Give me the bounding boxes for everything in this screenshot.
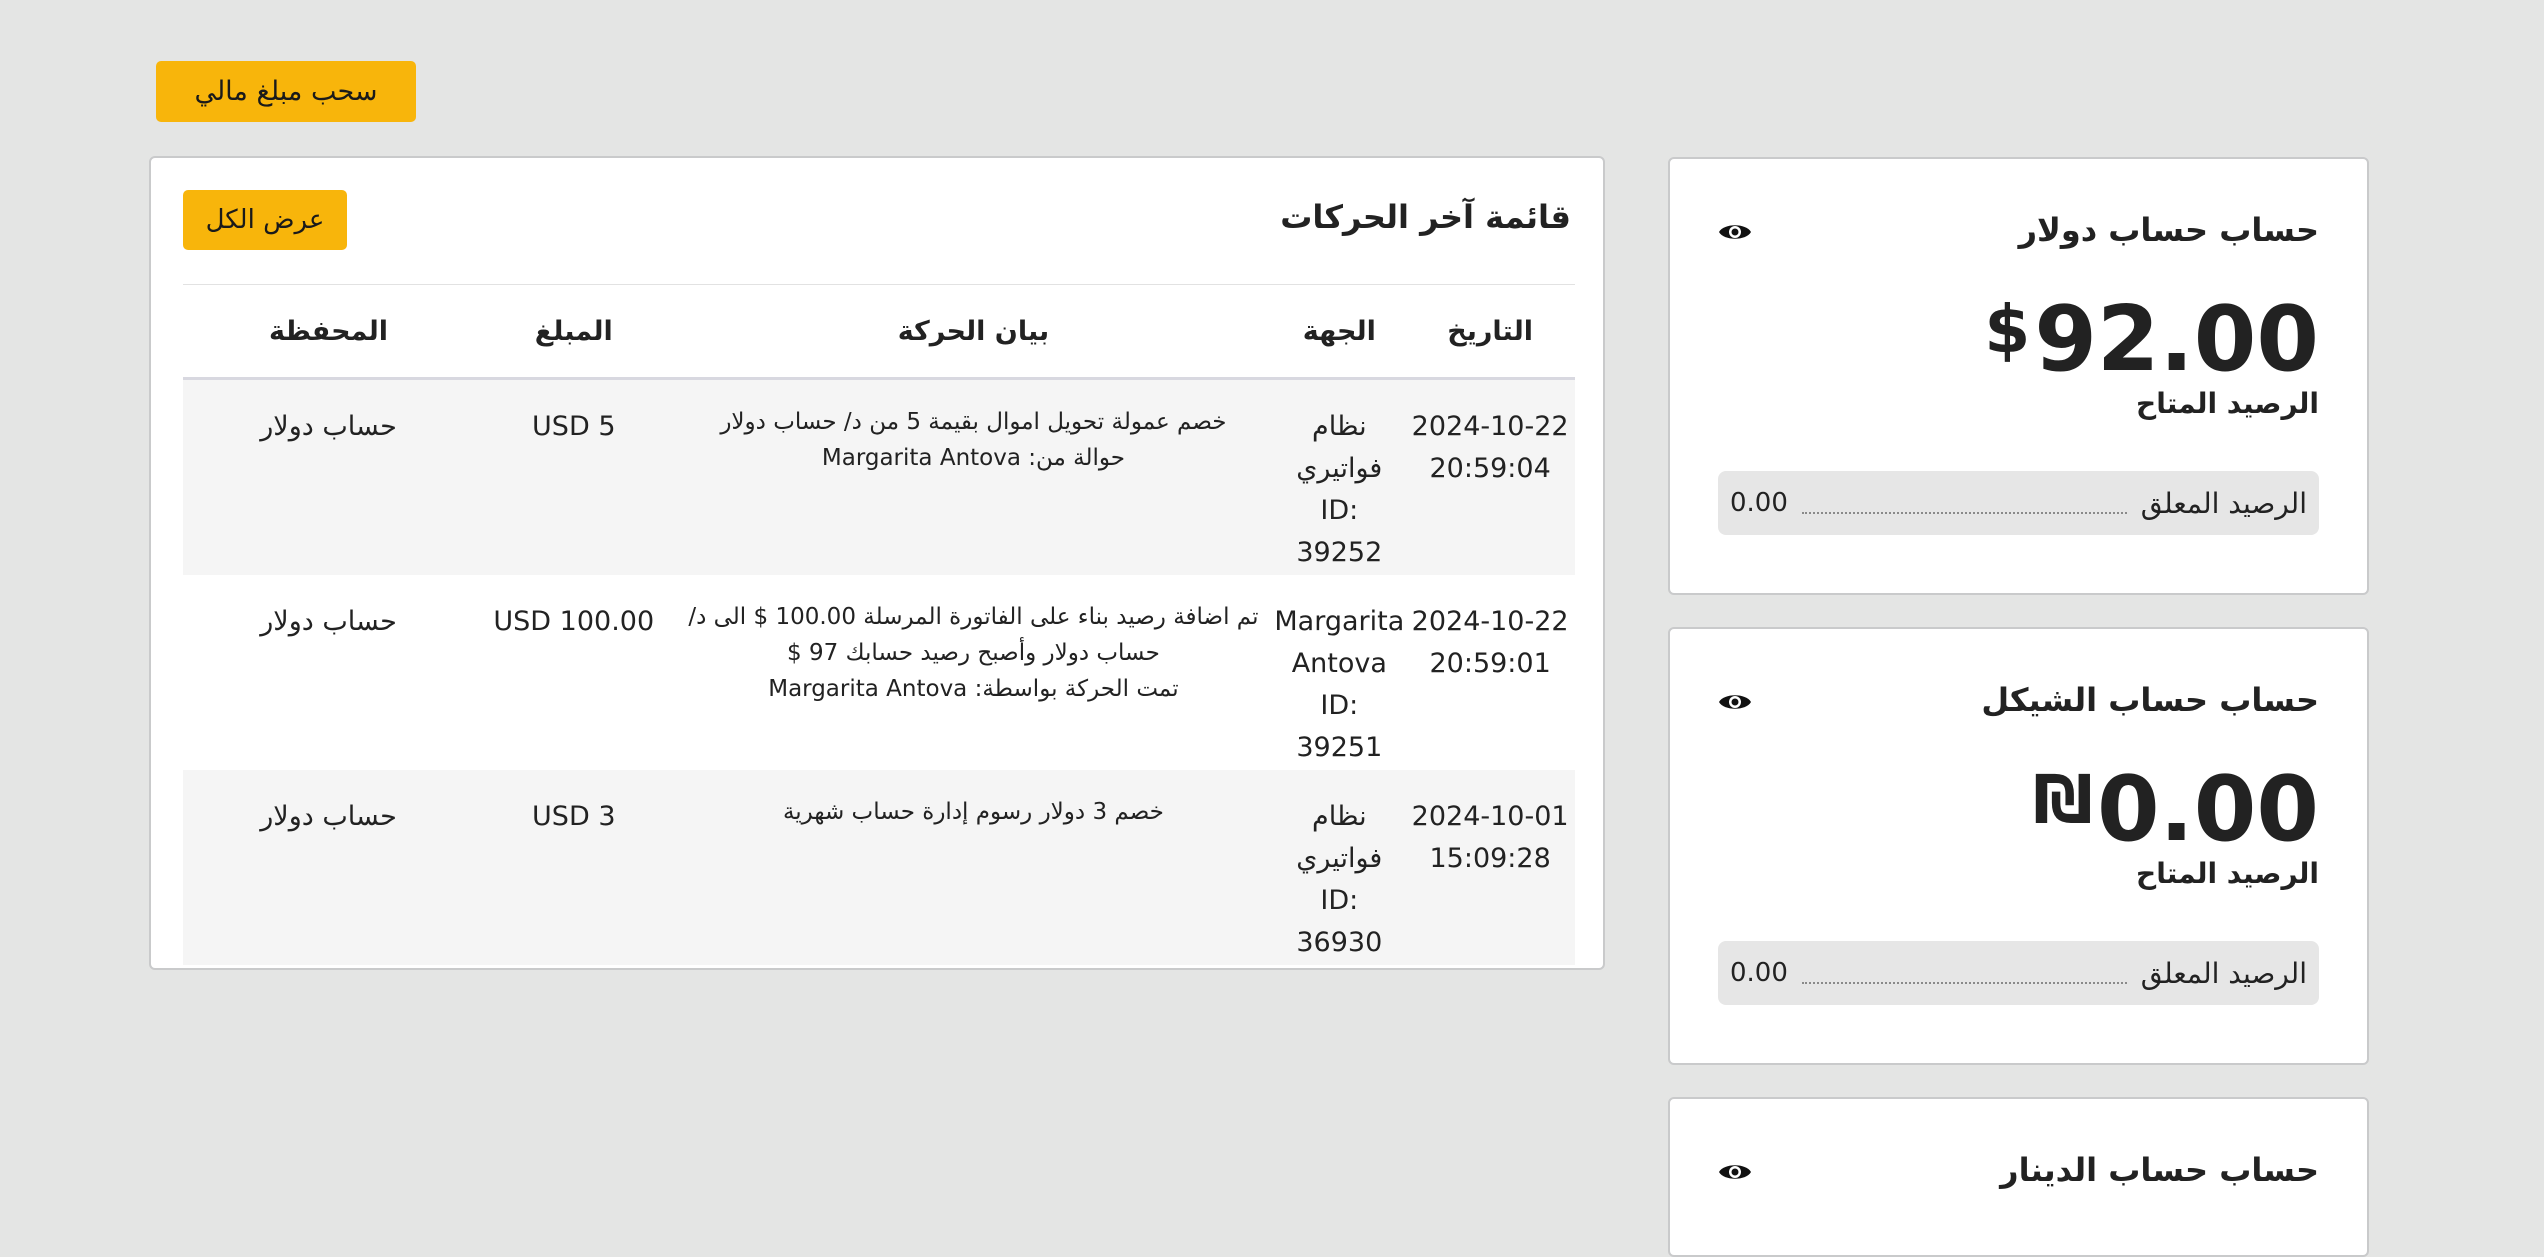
description-line2: حوالة من: Margarita Antova — [821, 445, 1125, 471]
column-header-party: الجهة — [1302, 315, 1376, 347]
eye-icon[interactable] — [1718, 221, 1752, 243]
view-all-button[interactable]: عرض الكل — [183, 190, 347, 250]
cell-amount: USD 5 — [532, 411, 616, 442]
cell-description — [673, 770, 1273, 965]
party-name-line1: نظام — [1312, 411, 1367, 442]
pending-balance-row — [1718, 471, 2319, 535]
account-balance — [1984, 287, 2319, 392]
party-id: ID: 39252 — [1296, 495, 1383, 568]
party-name-line2: Antova — [1291, 648, 1387, 679]
pending-balance-label: الرصيد المعلق — [2140, 486, 2307, 520]
column-header-description: بيان الحركة — [897, 315, 1050, 347]
cell-party — [1273, 379, 1405, 576]
pending-balance-value: 0.00 — [1730, 488, 1788, 518]
description-line2: حساب دولار وأصبح رصيد حسابك 97 $ — [787, 640, 1160, 666]
transactions-title: قائمة آخر الحركات — [1280, 198, 1571, 236]
pending-balance-value: 0.00 — [1730, 958, 1788, 988]
time-text: 15:09:28 — [1429, 843, 1551, 874]
account-title: حساب حساب دولار — [2018, 211, 2319, 249]
account-title: حساب حساب الشيكل — [1981, 681, 2319, 719]
date-text: 2024-10-22 — [1411, 411, 1569, 442]
time-text: 20:59:04 — [1429, 453, 1551, 484]
party-id: ID: 36930 — [1296, 885, 1383, 958]
withdraw-button[interactable]: سحب مبلغ مالي — [156, 61, 416, 122]
available-balance-label: الرصيد المتاح — [2136, 857, 2319, 890]
table-header-row — [183, 285, 1575, 379]
cell-wallet: حساب دولار — [260, 801, 397, 832]
pending-balance-row — [1718, 941, 2319, 1005]
party-name-line1: Margarita — [1274, 606, 1405, 637]
cell-description — [673, 379, 1273, 576]
cell-party — [1273, 770, 1405, 965]
account-card-ils — [1668, 627, 2369, 1065]
cell-date — [1405, 575, 1575, 770]
eye-icon[interactable] — [1718, 1161, 1752, 1183]
column-header-date: التاريخ — [1447, 315, 1533, 347]
cell-amount: USD 3 — [532, 801, 616, 832]
party-name-line2: فواتيري — [1296, 453, 1383, 484]
account-card-jod — [1668, 1097, 2369, 1257]
description-line3: تمت الحركة بواسطة: Margarita Antova — [768, 676, 1179, 702]
cell-date — [1405, 770, 1575, 965]
eye-icon[interactable] — [1718, 691, 1752, 713]
time-text: 20:59:01 — [1429, 648, 1551, 679]
currency-symbol: ₪ — [2033, 761, 2093, 838]
transactions-table — [183, 284, 1575, 965]
table-row — [183, 770, 1575, 965]
party-name-line1: نظام — [1312, 801, 1367, 832]
party-name-line2: فواتيري — [1296, 843, 1383, 874]
cell-party — [1273, 575, 1405, 770]
account-title: حساب حساب الدينار — [2000, 1151, 2319, 1189]
cell-date — [1405, 379, 1575, 576]
currency-symbol: $ — [1984, 291, 2031, 368]
cell-wallet: حساب دولار — [260, 606, 397, 637]
column-header-wallet: المحفظة — [269, 315, 389, 347]
date-text: 2024-10-01 — [1411, 801, 1569, 832]
description-line1: تم اضافة رصيد بناء على الفاتورة المرسلة 100.00 $ الى د/ — [688, 604, 1259, 630]
pending-balance-label: الرصيد المعلق — [2140, 956, 2307, 990]
account-card-usd — [1668, 157, 2369, 595]
description-line1: خصم عمولة تحويل اموال بقيمة 5 من د/ حساب دولار — [720, 409, 1227, 435]
available-balance-label: الرصيد المتاح — [2136, 387, 2319, 420]
balance-amount: 92.00 — [2034, 287, 2319, 392]
cell-description — [673, 575, 1273, 770]
cell-wallet: حساب دولار — [260, 411, 397, 442]
column-header-amount: المبلغ — [534, 315, 613, 347]
description-line1: خصم 3 دولار رسوم إدارة حساب شهرية — [782, 799, 1164, 825]
transactions-card — [149, 156, 1605, 970]
cell-amount: USD 100.00 — [493, 606, 655, 637]
account-balance — [2033, 757, 2319, 862]
table-row — [183, 379, 1575, 576]
dotted-leader — [1802, 982, 2127, 984]
date-text: 2024-10-22 — [1411, 606, 1569, 637]
dotted-leader — [1802, 512, 2127, 514]
party-id: ID: 39251 — [1296, 690, 1383, 763]
balance-amount: 0.00 — [2096, 757, 2319, 862]
table-row — [183, 575, 1575, 770]
